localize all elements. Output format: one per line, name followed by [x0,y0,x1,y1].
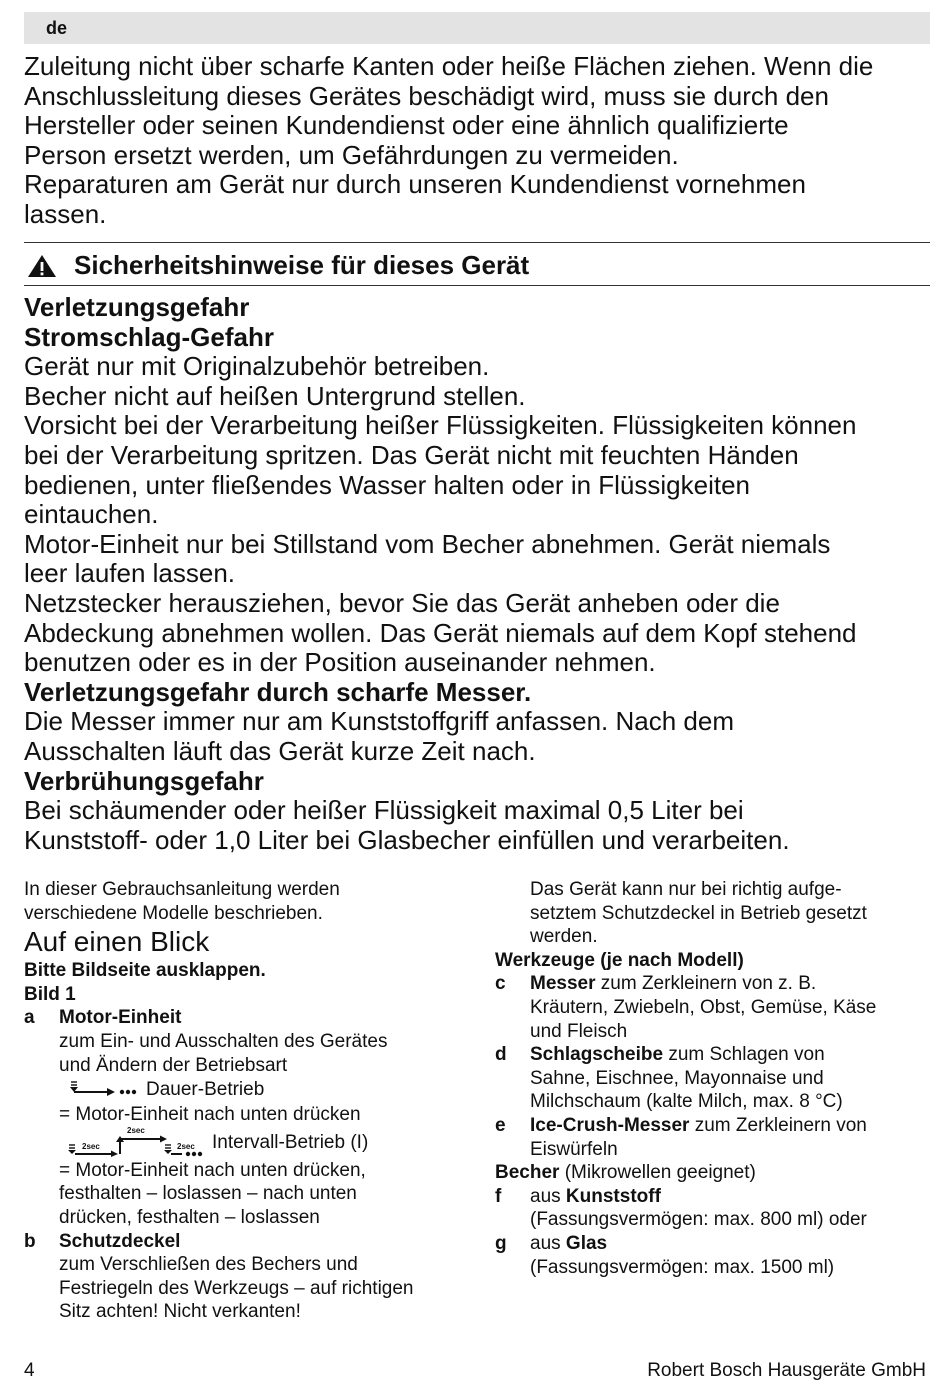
text-line: Anschlussleitung dieses Gerätes beschädigt wird, muss sie durch den [24,80,829,111]
list-item [495,1114,935,1161]
list-item [495,1185,935,1232]
text-line: Das Gerät kann nur bei richtig aufge- [530,879,842,900]
item-letter: d [495,1044,507,1066]
safety-heading [24,246,930,284]
text-line: Sahne, Eischnee, Mayonnaise und [530,1067,824,1089]
text-line: Reparaturen am Gerät nur durch unseren Kundendienst vornehmen [24,169,806,200]
footer-company: Robert Bosch Hausgeräte GmbH [647,1360,926,1381]
language-bar [24,12,930,44]
item-letter: f [495,1185,502,1207]
item-title: Motor-Einheit [59,1007,182,1029]
text-line: In dieser Gebrauchsanleitung werden [24,879,340,900]
text-line: leer laufen lassen. [24,558,236,589]
item-title: Messer [530,973,596,995]
continuous-mode-icon [67,1078,147,1100]
continuous-mode-row [59,1077,479,1103]
figure-ref: Bild 1 [24,983,76,1005]
becher-note: (Mikrowellen geeignet) [559,1162,756,1184]
list-item [495,1232,935,1279]
item-letter: a [24,1007,35,1029]
text-line: verschiedene Modelle beschrieben. [24,902,323,924]
item-title: Schutzdeckel [59,1230,181,1252]
text-line: benutzen oder es in der Position auseinander nehmen. [24,647,656,678]
item-desc: zum Zerkleinern von [689,1114,867,1136]
item-letter: b [24,1230,36,1252]
text-line: (Fassungsvermögen: max. 800 ml) oder [530,1209,867,1231]
interval-sec-label: 2sec [127,1125,145,1135]
interval-mode-row [59,1127,479,1159]
safety-text [24,293,934,855]
text-line: Bei schäumender oder heißer Flüssigkeit maximal 0,5 Liter bei [24,795,744,826]
text-line: Gerät nur mit Originalzubehör betreiben. [24,351,490,382]
text-line: Milchschaum (kalte Milch, max. 8 °C) [530,1091,843,1113]
warning-heading: Stromschlag-Gefahr [24,321,274,352]
right-column [495,878,935,1279]
text-line: Abdeckung abnehmen wollen. Das Gerät niemals auf dem Kopf stehend [24,617,857,648]
text-line: (Fassungsvermögen: max. 1500 ml) [530,1256,835,1278]
item-title: Glas [565,1232,608,1254]
list-item [24,1230,479,1324]
text-line: Eiswürfeln [530,1138,618,1160]
text-line: Motor-Einheit nur bei Stillstand vom Becher abnehmen. Gerät niemals [24,528,831,559]
interval-mode-icon [65,1123,215,1157]
text-line: setztem Schutzdeckel in Betrieb gesetzt [530,902,867,924]
item-desc: zum Zerkleinern von z. B. [595,973,817,995]
text-line: drücken, festhalten – loslassen [59,1206,320,1228]
text-line: Becher nicht auf heißen Untergrund stellen. [24,380,526,411]
text-line: Person ersetzt werden, um Gefährdungen zu vermeiden. [24,139,679,170]
text-line: eintauchen. [24,499,159,530]
item-title: Kunststoff [565,1185,661,1207]
item-desc: zum Schlagen von [663,1044,825,1066]
becher-heading [495,1161,935,1185]
item-letter: g [495,1232,507,1254]
text-line: und Ändern der Betriebsart [59,1054,288,1076]
text-line: = Motor-Einheit nach unten drücken, [59,1159,366,1181]
text-line: Kunststoff- oder 1,0 Liter bei Glasbecher einfüllen und verarbeiten. [24,824,790,855]
interval-sec-label: 2sec [82,1141,100,1151]
warning-heading: Verbrühungsgefahr [24,765,264,796]
text-line: werden. [530,926,598,948]
text-line: zum Ein- und Ausschalten des Gerätes [59,1030,388,1052]
warning-icon [27,254,57,278]
text-line: Die Messer immer nur am Kunststoffgriff anfassen. Nach dem [24,706,734,737]
item-prefix: aus [530,1185,566,1207]
becher-label: Becher [495,1162,560,1184]
text-line: Vorsicht bei der Verarbeitung heißer Flüssigkeiten. Flüssigkeiten können [24,410,857,441]
tools-heading: Werkzeuge (je nach Modell) [495,949,744,971]
text-line: Hersteller oder seinen Kundendienst oder eine ähnlich qualifizierte [24,110,789,141]
interval-mode-label: Intervall-Betrieb (I) [212,1131,369,1153]
warning-heading: Verletzungsgefahr durch scharfe Messer. [24,676,532,707]
text-line: festhalten – loslassen – nach unten [59,1183,357,1205]
item-title: Ice-Crush-Messer [530,1114,690,1136]
item-title: Schlagscheibe [530,1044,664,1066]
continued-text [495,878,935,949]
text-line: = Motor-Einheit nach unten drücken [59,1104,361,1126]
text-line: lassen. [24,198,107,229]
list-item [495,1043,935,1114]
text-line: Kräutern, Zwiebeln, Obst, Gemüse, Käse [530,996,877,1018]
list-item [24,1006,479,1229]
warning-heading: Verletzungsgefahr [24,292,250,322]
list-item [495,972,935,1043]
text-line: bedienen, unter fließendes Wasser halten oder in Flüssigkeiten [24,469,751,500]
safety-title: Sicherheitshinweise für dieses Gerät [74,250,530,280]
divider [24,242,930,243]
interval-sec-label: 2sec [177,1141,195,1151]
continuous-mode-label: Dauer-Betrieb [146,1079,265,1101]
divider [24,285,930,286]
text-line: Zuleitung nicht über scharfe Kanten oder heiße Flächen ziehen. Wenn die [24,51,874,81]
item-prefix: aus [530,1232,566,1254]
text-line: Festriegeln des Werkzeugs – auf richtigen [59,1277,414,1299]
left-column [24,878,479,1324]
text-line: Ausschalten läuft das Gerät kurze Zeit nach. [24,735,536,766]
text-line: bei der Verarbeitung spritzen. Das Gerät nicht mit feuchten Händen [24,439,799,470]
text-line: und Fleisch [530,1020,628,1042]
text-line: Netzstecker herausziehen, bevor Sie das Gerät anheben oder die [24,587,780,618]
item-letter: e [495,1114,506,1136]
item-letter: c [495,973,506,995]
text-line: zum Verschließen des Bechers und [59,1254,358,1276]
fold-instruction: Bitte Bildseite ausklappen. [24,960,266,982]
page-number: 4 [24,1360,35,1381]
language-code: de [46,18,68,38]
text-line: Sitz achten! Nicht verkanten! [59,1301,301,1323]
intro-text [24,52,934,230]
overview-heading: Auf einen Blick [24,926,210,958]
